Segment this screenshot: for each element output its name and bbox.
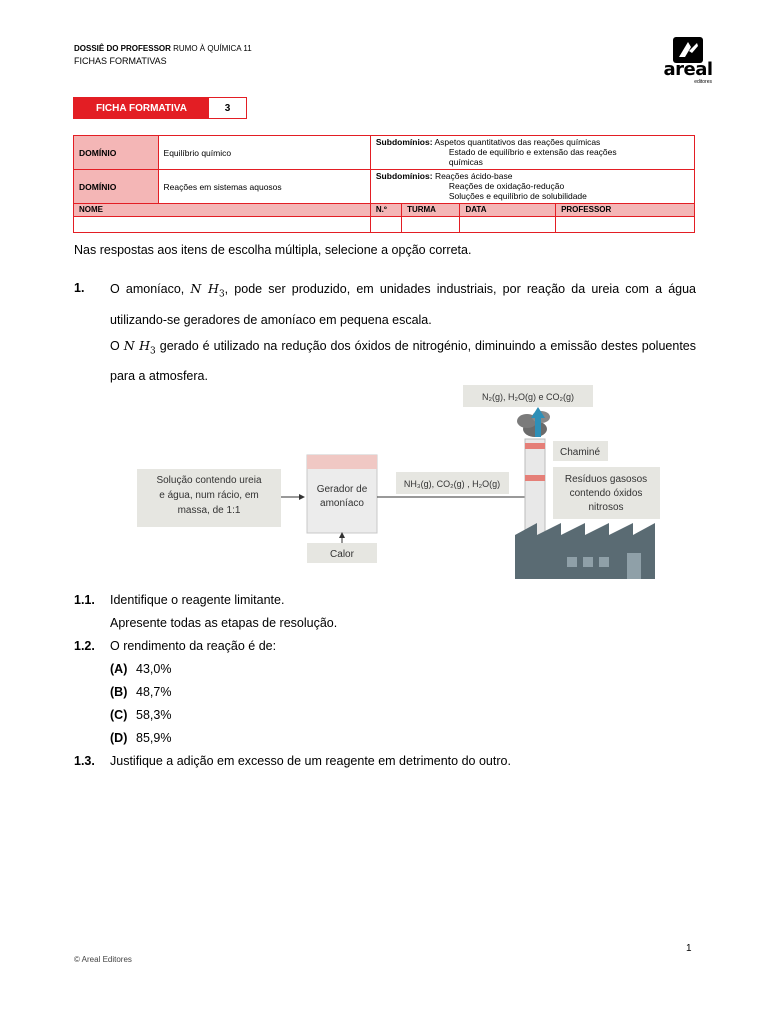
factory-window [599,557,609,567]
residue-label-3: nitrosos [588,502,624,513]
data-field[interactable] [460,217,556,233]
document-header [74,43,252,67]
domain-value-2: Reações em sistemas aquosos [158,170,370,204]
turma-field[interactable] [402,217,460,233]
arrowhead-icon [299,494,305,500]
col-numero: N.º [370,204,401,217]
sub-questions [74,591,696,775]
question-1 [74,276,696,389]
generator-top [307,455,377,469]
nome-field[interactable] [74,217,371,233]
areal-logo [658,37,718,87]
header-line-2: FICHAS FORMATIVAS [74,56,167,66]
question-number: 1. [74,281,85,295]
chimney-band [525,443,545,449]
generator-label-2: amoníaco [320,498,364,509]
formula-nh3: N $H_3$ [190,281,225,300]
ficha-label: FICHA FORMATIVA [74,98,209,118]
col-nome: NOME [74,204,371,217]
student-input-row [74,217,695,233]
generator-label-1: Gerador de [316,484,368,495]
option-b[interactable]: (B) 48,7% [110,685,172,699]
residue-label-1: Resíduos gasosos [564,474,648,485]
option-a[interactable]: (A) 43,0% [110,662,172,676]
subdomain-cell-1: Subdomínios: Aspetos quantitativos das reações químicas Estado de equilíbrio e extensão das reações químicas [370,136,694,170]
option-c[interactable]: (C) 58,3% [110,708,172,722]
item-1-2: 1.2. O rendimento da reação é de: [74,639,277,653]
domain-row-1 [74,136,695,170]
chimney-band [525,475,545,481]
domain-value-1: Equilíbrio químico [158,136,370,170]
ammonia-process-diagram [137,383,663,580]
numero-field[interactable] [370,217,401,233]
option-d[interactable]: (D) 85,9% [110,731,172,745]
page-number: 1 [686,943,692,954]
factory-window [583,557,593,567]
gases-in-label: NH₃(g), CO₂(g) , H₂O(g) [403,479,501,489]
logo-subtitle: editores [694,79,712,85]
gases-out-label: N₂(g), H₂O(g) e CO₂(g) [482,392,574,402]
question-paragraph-1: O amoníaco, N $H_3$, pode ser produzido, em unidades industriais, por reação da ureia com a água utilizando-se geradores de amoníaco em pequena escala. [110,281,696,327]
domain-label-2: DOMÍNIO [74,170,159,204]
col-professor: PROFESSOR [556,204,695,217]
solution-label-1: Solução contendo ureia [156,475,262,486]
info-table [73,135,695,233]
question-paragraph-2: O N $H_3$ gerado é utilizado na redução dos óxidos de nitrogénio, diminuindo a emissão destes poluentes para a atmosfera. [110,337,696,383]
professor-field[interactable] [556,217,695,233]
formula-nh3: N $H_3$ [123,337,156,356]
solution-label-2: e água, num rácio, em [159,490,259,501]
ficha-number: 3 [209,98,246,118]
col-turma: TURMA [402,204,460,217]
student-header-row [74,204,695,217]
domain-label-1: DOMÍNIO [74,136,159,170]
chimney-label: Chaminé [559,447,601,458]
item-1-3: 1.3. Justifique a adição em excesso de um reagente em detrimento do outro. [74,754,511,768]
instructions: Nas respostas aos itens de escolha múltipla, selecione a opção correta. [74,243,472,257]
emission-arrow [535,417,541,437]
item-1-1-instruction: Apresente todas as etapas de resolução. [110,616,338,630]
factory-window [567,557,577,567]
col-data: DATA [460,204,556,217]
chimney [525,439,545,539]
logo-wordmark: areal [663,59,713,80]
header-line-1: DOSSIÊ DO PROFESSOR RUMO À QUÍMICA 11 [74,44,252,53]
domain-row-2 [74,170,695,204]
subdomain-cell-2: Subdomínios: Reações ácido-base Reações de oxidação-redução Soluções e equilíbrio de solubilidade [370,170,694,204]
residue-label-2: contendo óxidos [569,488,643,499]
ficha-label-box [73,97,247,119]
solution-label-3: massa, de 1:1 [177,505,241,516]
item-1-1: 1.1. Identifique o reagente limitante. [74,593,285,607]
factory-door [627,553,641,579]
heat-label: Calor [330,549,354,560]
footer-copyright: © Areal Editores [74,955,132,964]
